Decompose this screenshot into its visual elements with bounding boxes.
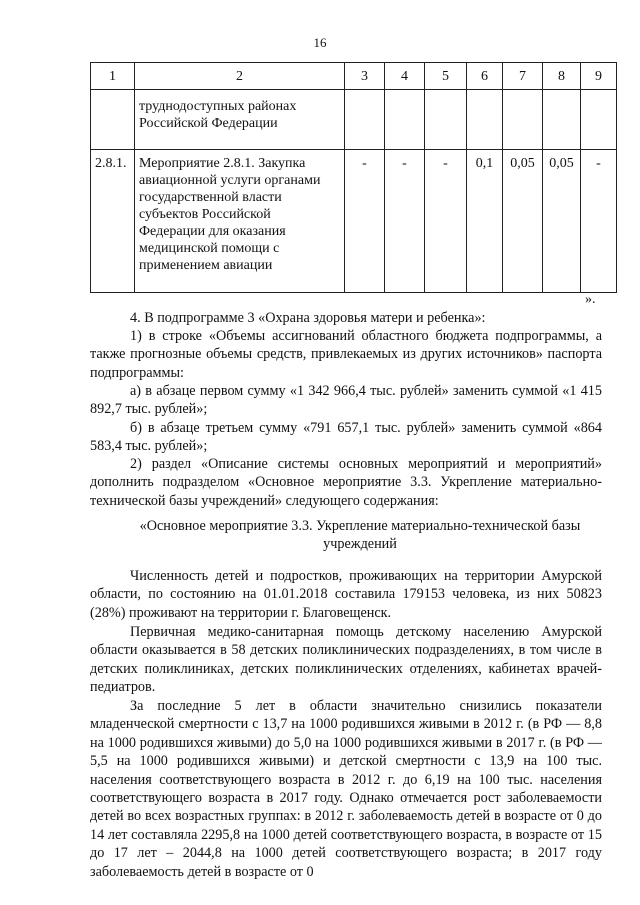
table-row-continuation xyxy=(91,90,617,150)
page-number: 16 xyxy=(313,35,327,50)
cell-text: Мероприятие 2.8.1. Закупка авиационной услуги органами государственной власти субъектов Российской Федерации для оказания медицинской помощи с применением авиации xyxy=(135,150,345,293)
paragraph-subitem-b: б) в абзаце третьем сумму «791 657,1 тыс. рублей» заменить суммой «864 583,4 тыс. рублей»; xyxy=(90,420,602,455)
header-cell: 9 xyxy=(581,63,617,90)
header-cell: 5 xyxy=(425,63,467,90)
paragraph-subitem-1: 1) в строке «Объемы ассигнований областного бюджета подпрограммы, а также прогнозные объемы средств, привлекаемых из других источников» паспорта подпрограммы: xyxy=(90,328,602,381)
header-cell: 1 xyxy=(91,63,135,90)
paragraph-item-4: 4. В подпрограмме 3 «Охрана здоровья матери и ребенка»: xyxy=(130,310,486,326)
cell-value: - xyxy=(385,150,425,293)
header-cell: 7 xyxy=(503,63,543,90)
closing-quote: ». xyxy=(585,292,596,307)
header-cell: 3 xyxy=(345,63,385,90)
table-header-row xyxy=(91,63,617,90)
activities-table xyxy=(90,62,617,293)
paragraph-mortality: За последние 5 лет в области значительно снизились показатели младенческой смертности с 13,7 на 1000 родившихся живыми в 2012 г. (в РФ — 8,8 на 1000 родившихся живыми) до 5,0 на 1000 родившихся живыми в 2017 г. (в РФ — 5,5 на 1000 родившихся живыми) и детской смертности с 13,9 на 100 тыс. населения соответствующего возраста в 2012 г. до 6,19 на 100 тыс. населения соответствующего возраста в 2017 году. Однако отмечается рост заболеваемости детей во всех возрастных группах: в 2012 г. заболеваемость детей в возрасте от 0 до 14 лет составляла 2295,8 на 1000 детей соответствующего возраста, в возрасте от 15 до 17 лет – 2044,8 на 1000 детей соответствующего возраста; в 2017 году заболеваемость детей в возрасте от 0 xyxy=(90,698,602,880)
paragraph-primary-care: Первичная медико-санитарная помощь детскому населению Амурской области оказывается в 58 детских поликлинических подразделениях, в том числе в детских поликлиниках, детских поликлинических отделениях, кабинетах врачей-педиатров. xyxy=(90,624,602,696)
paragraph-population: Численность детей и подростков, проживающих на территории Амурской области, по состоянию на 01.01.2018 составила 179153 человека, из них 50823 (28%) проживают на территории г. Благовещенск. xyxy=(90,568,602,621)
cell-text: труднодоступных районах Российской Федерации xyxy=(135,90,345,150)
table-row xyxy=(91,150,617,293)
cell-value: 0,05 xyxy=(543,150,581,293)
cell-value: - xyxy=(425,150,467,293)
cell-value: 0,1 xyxy=(467,150,503,293)
header-cell: 8 xyxy=(543,63,581,90)
cell-value: - xyxy=(345,150,385,293)
header-cell: 4 xyxy=(385,63,425,90)
cell-value: - xyxy=(581,150,617,293)
header-cell: 6 xyxy=(467,63,503,90)
cell-id: 2.8.1. xyxy=(91,150,135,293)
section-heading: «Основное мероприятие 3.3. Укрепление материально-технической базы учреждений xyxy=(139,518,581,553)
paragraph-subitem-a: а) в абзаце первом сумму «1 342 966,4 тыс. рублей» заменить суммой «1 415 892,7 тыс. рублей»; xyxy=(90,383,602,418)
header-cell: 2 xyxy=(135,63,345,90)
cell-value: 0,05 xyxy=(503,150,543,293)
paragraph-subitem-2: 2) раздел «Описание системы основных мероприятий и мероприятий» дополнить подразделом «Основное мероприятие 3.3. Укрепление материально-технической базы учреждений» следующего содержания: xyxy=(90,456,602,509)
